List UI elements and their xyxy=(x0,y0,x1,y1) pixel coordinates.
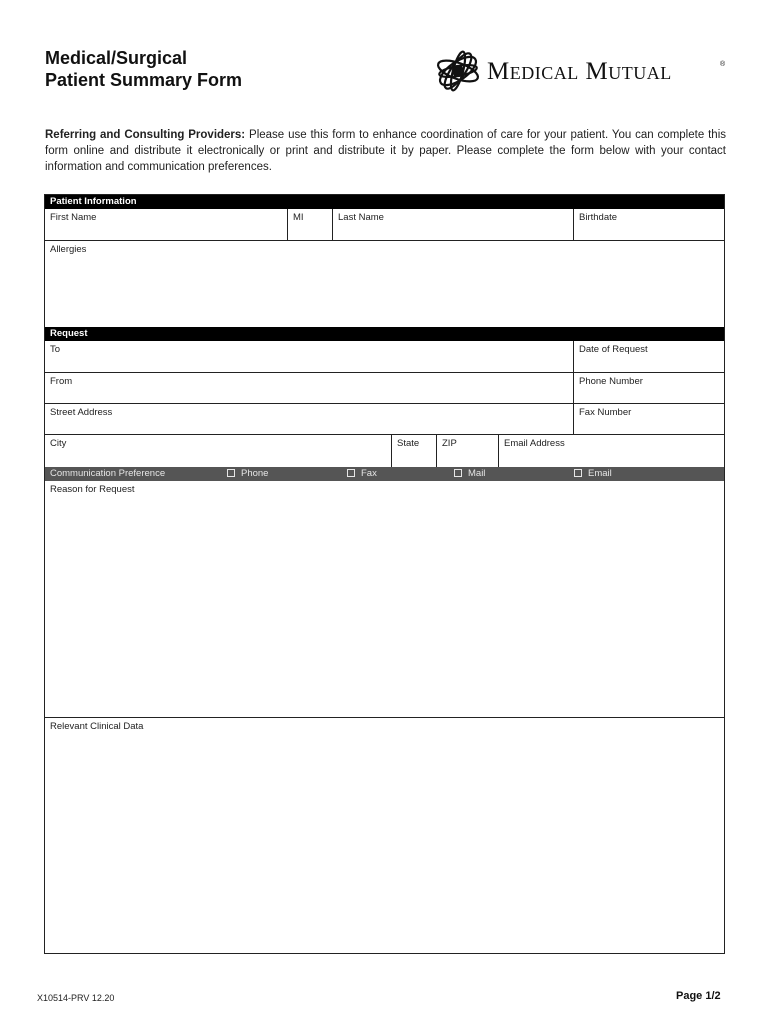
street-address-field[interactable] xyxy=(45,404,574,435)
allergies-field[interactable] xyxy=(45,241,724,327)
patient-information-heading: Patient Information xyxy=(45,195,724,209)
relevant-clinical-data-label: Relevant Clinical Data xyxy=(50,721,144,732)
relevant-clinical-data-field[interactable] xyxy=(45,718,724,953)
date-of-request-field[interactable] xyxy=(574,341,724,373)
state-label: State xyxy=(397,438,420,449)
title-line-2: Patient Summary Form xyxy=(45,70,243,90)
patient-summary-form xyxy=(44,194,725,954)
birthdate-label: Birthdate xyxy=(579,212,618,223)
last-name-field[interactable] xyxy=(333,209,574,241)
zip-label: ZIP xyxy=(442,438,457,449)
to-label: To xyxy=(50,344,61,355)
mail-checkbox[interactable] xyxy=(454,467,485,481)
fax-number-field[interactable] xyxy=(574,404,724,435)
mi-label: MI xyxy=(293,212,304,223)
to-field[interactable] xyxy=(45,341,574,373)
fax-checkbox[interactable] xyxy=(347,467,377,481)
email-checkbox[interactable] xyxy=(574,467,612,481)
phone-number-label: Phone Number xyxy=(579,376,643,387)
date-of-request-label: Date of Request xyxy=(579,344,648,355)
medical-mutual-logo xyxy=(433,46,728,96)
checkbox-icon xyxy=(227,469,235,477)
form-title xyxy=(45,47,242,91)
city-label: City xyxy=(50,438,67,449)
email-address-field[interactable] xyxy=(499,435,724,467)
checkbox-icon xyxy=(454,469,462,477)
last-name-label: Last Name xyxy=(338,212,384,223)
title-line-1: Medical/Surgical xyxy=(45,48,188,68)
request-heading: Request xyxy=(45,327,724,341)
reason-for-request-field[interactable] xyxy=(45,481,724,718)
communication-preference-bar xyxy=(45,467,724,481)
intro-paragraph xyxy=(45,127,726,175)
first-name-field[interactable] xyxy=(45,209,288,241)
from-label: From xyxy=(50,376,73,387)
page-number: Page 1/2 xyxy=(676,990,721,1002)
zip-field[interactable] xyxy=(437,435,499,467)
intro-bold-lead: Referring and Consulting Providers: xyxy=(45,129,246,141)
from-field[interactable] xyxy=(45,373,574,404)
fax-number-label: Fax Number xyxy=(579,407,632,418)
mail-option-label: Mail xyxy=(468,468,486,479)
logo-wordmark: Medical Mutual xyxy=(487,58,672,85)
phone-checkbox[interactable] xyxy=(227,467,268,481)
logo-mark-icon xyxy=(433,46,483,96)
checkbox-icon xyxy=(347,469,355,477)
checkbox-icon xyxy=(574,469,582,477)
registered-mark: ® xyxy=(720,61,726,68)
phone-number-field[interactable] xyxy=(574,373,724,404)
phone-option-label: Phone xyxy=(241,468,269,479)
communication-preference-label: Communication Preference xyxy=(50,468,166,479)
email-address-label: Email Address xyxy=(504,438,565,449)
birthdate-field[interactable] xyxy=(574,209,724,241)
form-code: X10514-PRV 12.20 xyxy=(37,993,115,1003)
mi-field[interactable] xyxy=(288,209,333,241)
first-name-label: First Name xyxy=(50,212,97,223)
fax-option-label: Fax xyxy=(361,468,377,479)
email-option-label: Email xyxy=(588,468,612,479)
street-address-label: Street Address xyxy=(50,407,113,418)
intro-text: Please use this form to enhance coordination of care for your patient. You can complete this form online and distribute it electronically or print and distribute it by paper. Please complete the form below with your contact information and communication preferences. xyxy=(45,129,726,173)
reason-for-request-label: Reason for Request xyxy=(50,484,135,495)
allergies-label: Allergies xyxy=(50,244,87,255)
city-field[interactable] xyxy=(45,435,392,467)
state-field[interactable] xyxy=(392,435,437,467)
